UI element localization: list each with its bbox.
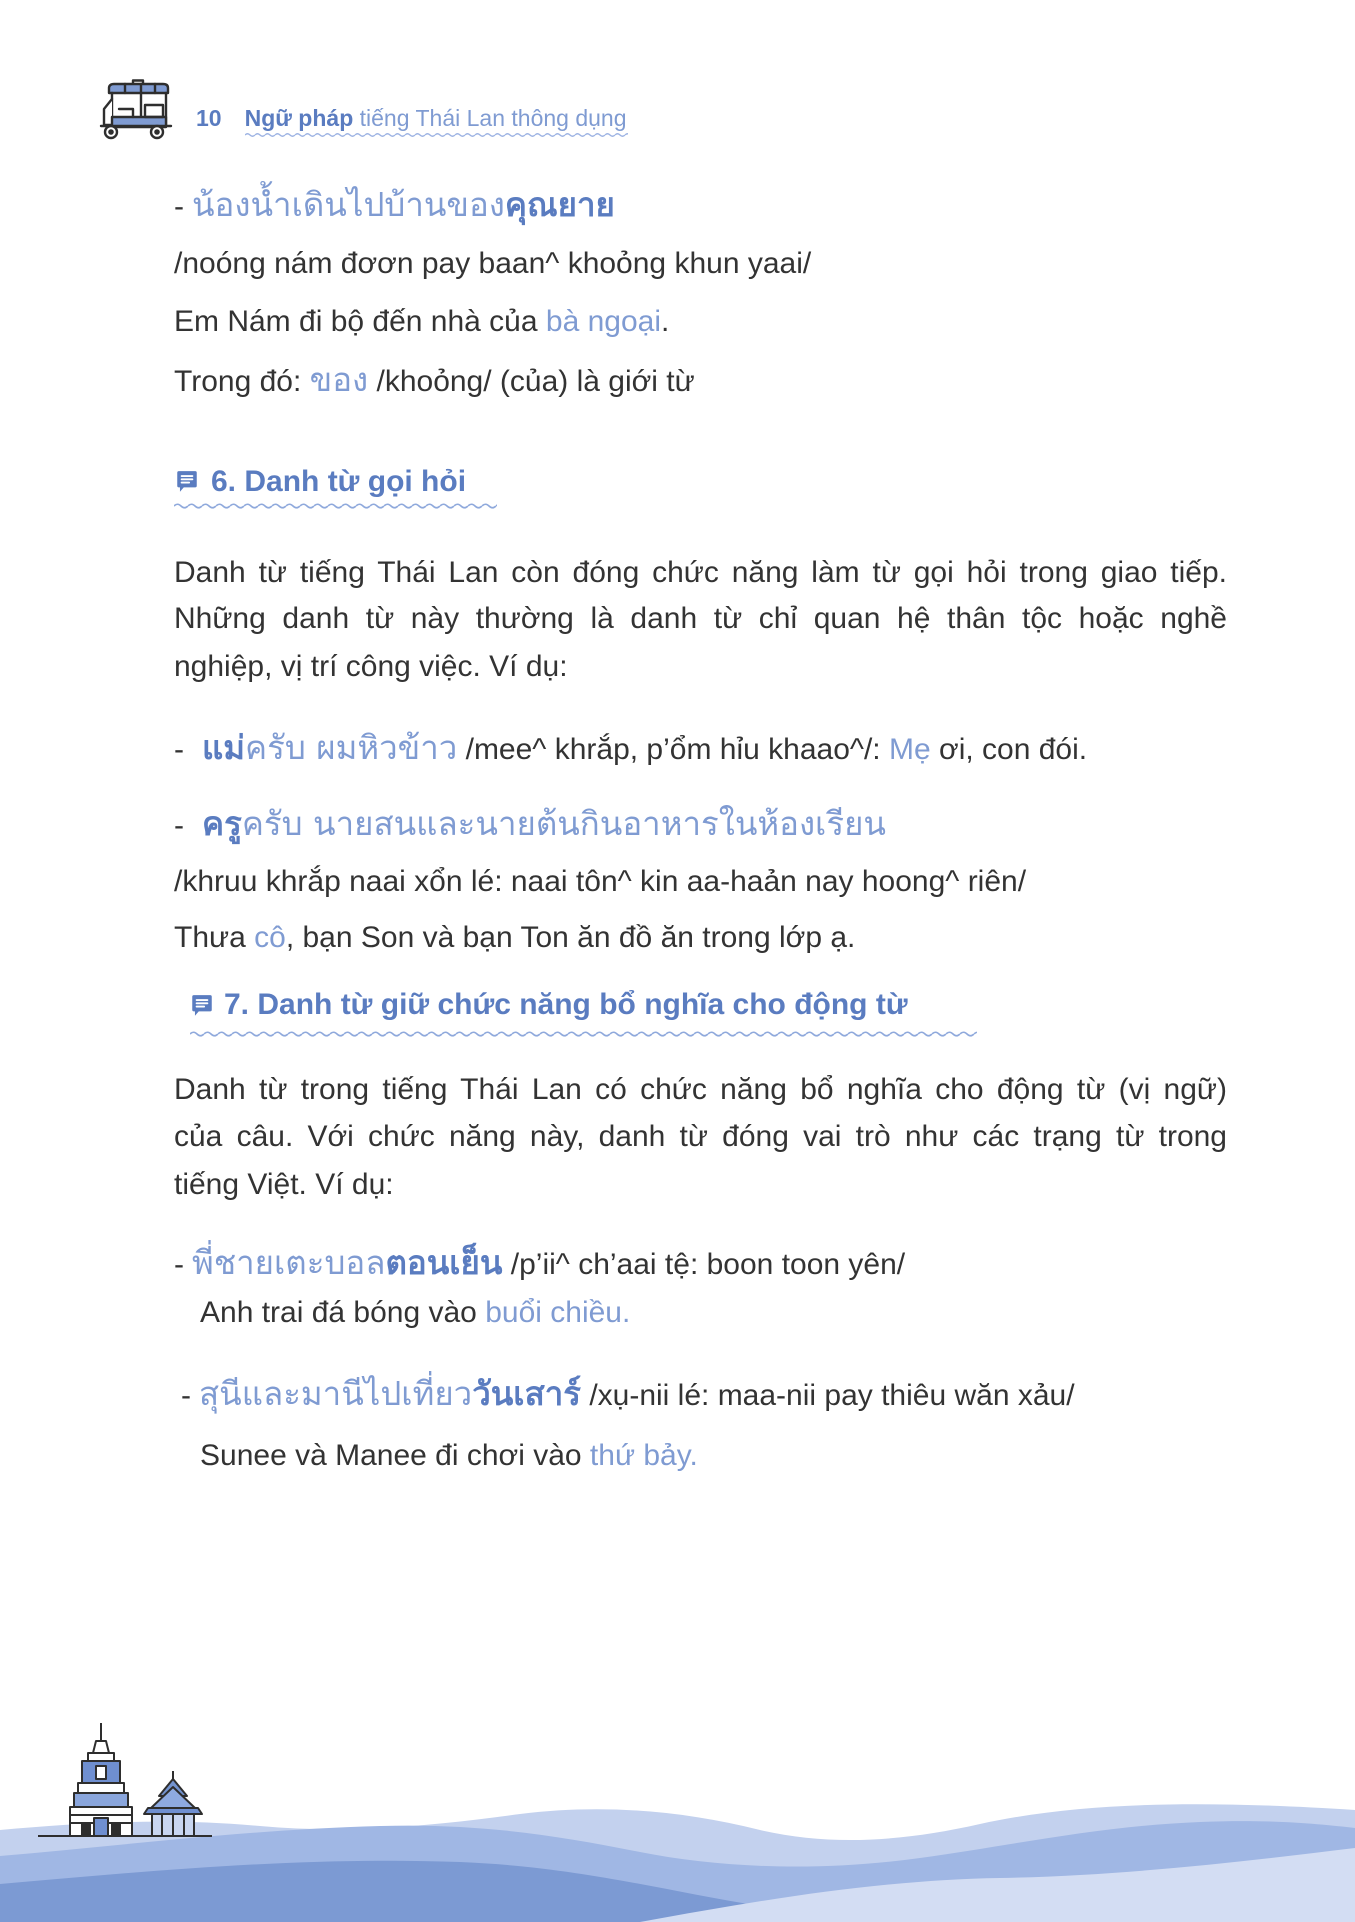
paragraph-line: Những danh từ này thường là danh từ chỉ quan hệ thân tộc hoặc nghề [174,602,1227,635]
transcription: /mee^ khrắp, p’ổm hỉu khaao^/: [465,733,881,766]
temple-illustration [30,1715,220,1840]
example-meaning [200,1436,698,1476]
meaning-highlight: Mẹ [889,733,931,766]
intro-example-note [174,360,695,400]
book-title-rest: tiếng Thái Lan thông dụng [359,105,627,131]
paragraph-line: Danh từ trong tiếng Thái Lan có chức năng bổ nghĩa cho động từ (vị ngữ) [174,1073,1227,1106]
thai-sentence: น้องน้ำเดินไปบ้านของ [192,185,505,224]
paragraph-line: Danh từ tiếng Thái Lan còn đóng chức năng làm từ gọi hỏi trong giao tiếp. [174,556,1227,589]
thai-keyword: วันเสาร์ [472,1374,581,1413]
intro-example-meaning [174,302,669,342]
note-label: Trong đó: [174,365,302,398]
meaning-highlight: buổi chiều. [485,1296,631,1329]
example-transcription: /khruu khrắp naai xổn lé: naai tôn^ kin aa-haản nay hoong^ riên/ [174,865,1027,898]
intro-example-transcription: /noóng nám đơơn pay baan^ khoỏng khun yaai/ [174,247,812,280]
section-6-heading: 6. Danh từ gọi hỏi [211,465,467,498]
list-dash: - [174,733,184,766]
meaning-text: Em Nám đi bộ đến nhà của [174,305,538,338]
meaning-text: Thưa [174,921,246,954]
example-meaning [200,1293,630,1333]
list-dash: - [174,809,184,842]
paragraph-line: của câu. Với chức năng này, danh từ đóng vai trò như các trạng từ trong [174,1120,1227,1153]
note-icon [189,993,215,1019]
page-number: 10 [196,105,222,131]
note-text: /khoỏng/ (của) là giới từ [376,365,695,398]
example-line [181,1374,1075,1414]
thai-keyword: แม่ [202,728,246,767]
transcription: /p’ii^ ch’aai tệ: boon toon yên/ [510,1248,906,1281]
wave-underline [190,1029,977,1039]
list-dash: - [174,1248,184,1281]
thai-keyword: ครู [202,804,242,843]
note-thai-word: ของ [309,360,369,399]
thai-keyword: ตอนเย็น [385,1243,503,1282]
list-dash: - [181,1379,191,1412]
transcription: /xụ-nii lé: maa-nii pay thiêu wăn xảu/ [589,1379,1075,1412]
meaning-text: Sunee và Manee đi chơi vào [200,1439,582,1472]
tuk-tuk-icon [99,79,175,142]
meaning-highlight: thứ bảy. [589,1439,698,1472]
intro-example-thai [174,185,615,225]
example-line [174,804,886,844]
wave-underline [174,501,497,511]
thai-keyword: คุณยาย [504,185,615,224]
example-line [174,1243,905,1283]
thai-sentence: ครับ ผมหิวข้าว [245,728,458,767]
meaning-text-end: . [661,305,670,338]
example-line [174,728,1087,768]
paragraph-line: tiếng Việt. Ví dụ: [174,1168,394,1201]
thai-sentence: พี่ชายเตะบอล [192,1243,386,1282]
thai-sentence: ครับ นายสนและนายต้นกินอาหารในห้องเรียน [241,804,886,843]
section-7-heading: 7. Danh từ giữ chức năng bổ nghĩa cho động từ [224,988,908,1021]
note-icon [174,469,200,495]
example-meaning [174,918,855,958]
header-wave-underline [245,131,628,139]
meaning-highlight: bà ngoại [545,305,661,338]
meaning-text: Anh trai đá bóng vào [200,1296,477,1329]
paragraph-line: nghiệp, vị trí công việc. Ví dụ: [174,650,568,683]
list-dash: - [174,190,184,223]
meaning-highlight: cô [254,921,286,954]
meaning-text-end: , bạn Son và bạn Ton ăn đồ ăn trong lớp ạ. [285,921,856,954]
running-header [196,102,627,134]
book-title-bold: Ngữ pháp [244,105,354,131]
thai-sentence: สุนีและมานีไปเที่ยว [199,1374,473,1413]
meaning-text: ơi, con đói. [939,733,1088,766]
